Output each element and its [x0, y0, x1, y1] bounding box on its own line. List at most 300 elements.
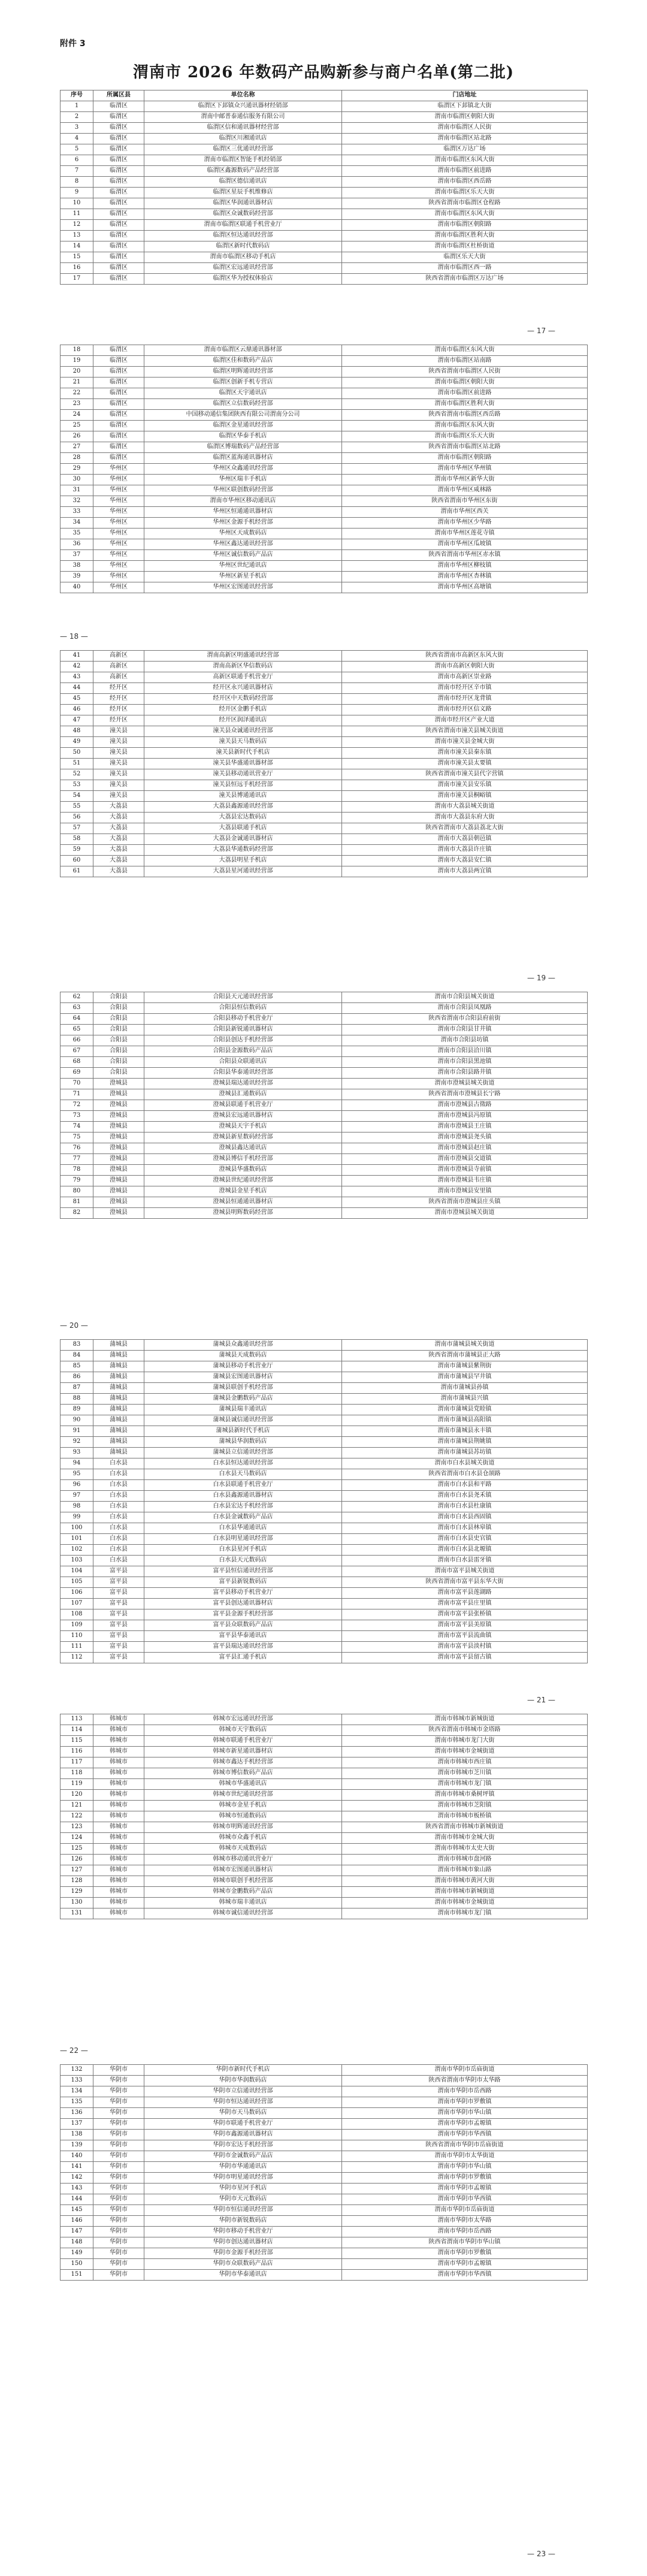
row-store-address: 渭南市蒲城县高阳镇 — [342, 1415, 588, 1426]
row-index: 1 — [61, 101, 93, 112]
table-row — [61, 453, 588, 464]
row-merchant-name: 华阴市新锐数码店 — [144, 2216, 342, 2227]
row-district: 白水县 — [93, 1458, 144, 1469]
row-index: 98 — [61, 1502, 93, 1512]
merchant-table — [60, 1339, 588, 1663]
row-index: 96 — [61, 1480, 93, 1491]
row-merchant-name: 潼关县华盛通讯器材部 — [144, 759, 342, 769]
row-merchant-name: 潼关县天马数码店 — [144, 737, 342, 748]
row-store-address: 陕西省渭南市潼关县代字营镇 — [342, 769, 588, 780]
table-row — [61, 662, 588, 672]
row-merchant-name: 韩城市众鑫手机店 — [144, 1833, 342, 1844]
row-district: 韩城市 — [93, 1876, 144, 1887]
row-index: 108 — [61, 1609, 93, 1620]
row-index: 148 — [61, 2237, 93, 2248]
table-row — [61, 1908, 588, 1919]
row-store-address: 渭南市临渭区人民街 — [342, 123, 588, 134]
table-row — [61, 791, 588, 802]
row-district: 蒲城县 — [93, 1415, 144, 1426]
row-index: 93 — [61, 1448, 93, 1458]
row-merchant-name: 华州区金源手机经营部 — [144, 518, 342, 529]
row-district: 澄城县 — [93, 1079, 144, 1089]
row-index: 129 — [61, 1887, 93, 1898]
row-index: 102 — [61, 1545, 93, 1556]
attachment-label: 附件 3 — [60, 39, 86, 49]
row-store-address: 渭南市潼关县秦东镇 — [342, 748, 588, 759]
row-district: 韩城市 — [93, 1801, 144, 1811]
row-store-address: 陕西省渭南市临渭区西岳路 — [342, 410, 588, 421]
row-district: 潼关县 — [93, 737, 144, 748]
row-merchant-name: 华州区瑞丰手机店 — [144, 475, 342, 485]
table-row — [61, 144, 588, 155]
table-row — [61, 834, 588, 845]
row-store-address: 渭南市澄城县冯原镇 — [342, 1111, 588, 1122]
row-merchant-name: 渭南市临渭区联通手机营业厅 — [144, 220, 342, 231]
row-store-address: 渭南市白水县雷牙镇 — [342, 1556, 588, 1566]
row-index: 130 — [61, 1898, 93, 1908]
row-merchant-name: 临渭区宏远通讯经营部 — [144, 263, 342, 274]
row-merchant-name: 经开区润泽通讯店 — [144, 715, 342, 726]
row-district: 富平县 — [93, 1577, 144, 1588]
row-store-address: 渭南市澄城县交道镇 — [342, 1154, 588, 1165]
table-row — [61, 2140, 588, 2151]
row-index: 22 — [61, 388, 93, 399]
row-index: 35 — [61, 529, 93, 539]
table-row — [61, 1801, 588, 1811]
row-index: 119 — [61, 1779, 93, 1790]
row-merchant-name: 华阴市金诚数码产品店 — [144, 2151, 342, 2162]
row-merchant-name: 合阳县创达手机经营部 — [144, 1035, 342, 1046]
row-index: 150 — [61, 2259, 93, 2270]
row-index: 72 — [61, 1100, 93, 1111]
row-store-address: 渭南市韩城市西庄镇 — [342, 1757, 588, 1768]
row-district: 富平县 — [93, 1609, 144, 1620]
table-row — [61, 1025, 588, 1035]
row-index: 100 — [61, 1523, 93, 1534]
row-index: 75 — [61, 1133, 93, 1143]
row-merchant-name: 临渭区天宇通讯店 — [144, 388, 342, 399]
row-district: 澄城县 — [93, 1154, 144, 1165]
row-merchant-name: 大荔县明星手机店 — [144, 856, 342, 866]
row-store-address: 渭南市韩城市新城街道 — [342, 1887, 588, 1898]
table-row — [61, 2194, 588, 2205]
row-store-address: 渭南市合阳县洽川镇 — [342, 1046, 588, 1057]
row-index: 63 — [61, 1003, 93, 1014]
table-row — [61, 2173, 588, 2184]
row-district: 合阳县 — [93, 1014, 144, 1025]
row-store-address: 陕西省渭南市华州区赤水镇 — [342, 550, 588, 561]
row-index: 49 — [61, 737, 93, 748]
table-row — [61, 1822, 588, 1833]
table-row — [61, 759, 588, 769]
row-index: 21 — [61, 378, 93, 388]
row-district: 潼关县 — [93, 748, 144, 759]
row-district: 澄城县 — [93, 1089, 144, 1100]
table-row — [61, 1620, 588, 1631]
row-district: 白水县 — [93, 1556, 144, 1566]
row-merchant-name: 大荔县鑫源通讯经营部 — [144, 802, 342, 813]
table-row — [61, 813, 588, 823]
row-store-address: 陕西省渭南市富平县东华大街 — [342, 1577, 588, 1588]
row-index: 51 — [61, 759, 93, 769]
row-index: 73 — [61, 1111, 93, 1122]
row-store-address: 渭南市临渭区胜利大街 — [342, 399, 588, 410]
row-merchant-name: 蒲城县众鑫通讯经营部 — [144, 1340, 342, 1351]
row-store-address: 渭南市临渭区前进路 — [342, 388, 588, 399]
row-district: 合阳县 — [93, 1046, 144, 1057]
row-district: 潼关县 — [93, 769, 144, 780]
row-district: 华州区 — [93, 539, 144, 550]
row-store-address: 渭南市华阴市罗敷镇 — [342, 2248, 588, 2259]
row-store-address: 陕西省渭南市临渭区万达广场 — [342, 274, 588, 285]
row-district: 韩城市 — [93, 1725, 144, 1736]
table-row — [61, 802, 588, 813]
row-store-address: 渭南市潼关县安乐镇 — [342, 780, 588, 791]
table-row — [61, 1631, 588, 1642]
row-store-address: 渭南市白水县和平路 — [342, 1480, 588, 1491]
row-store-address: 渭南市韩城市龙门镇 — [342, 1908, 588, 1919]
row-merchant-name: 澄城县联通手机营业厅 — [144, 1100, 342, 1111]
row-district: 华阴市 — [93, 2194, 144, 2205]
row-district: 白水县 — [93, 1534, 144, 1545]
table-row — [61, 748, 588, 759]
row-store-address: 渭南市临渭区朝阳大街 — [342, 112, 588, 123]
row-index: 137 — [61, 2119, 93, 2130]
row-store-address: 渭南市韩城市太史大街 — [342, 1844, 588, 1855]
row-merchant-name: 韩城市天成数码店 — [144, 1844, 342, 1855]
row-merchant-name: 澄城县宏远通讯器材店 — [144, 1111, 342, 1122]
row-index: 61 — [61, 866, 93, 877]
row-store-address: 渭南市经开区龙背镇 — [342, 694, 588, 705]
row-index: 70 — [61, 1079, 93, 1089]
row-store-address: 渭南市华阴市太华路 — [342, 2216, 588, 2227]
row-index: 62 — [61, 992, 93, 1003]
row-district: 华阴市 — [93, 2108, 144, 2119]
table-row — [61, 1351, 588, 1361]
row-merchant-name: 临渭区华为授权体验店 — [144, 274, 342, 285]
row-store-address: 渭南市韩城市板桥镇 — [342, 1811, 588, 1822]
row-district: 蒲城县 — [93, 1437, 144, 1448]
row-merchant-name: 华阴市金源手机经营部 — [144, 2248, 342, 2259]
table-row — [61, 1566, 588, 1577]
row-merchant-name: 韩城市明辉通讯经营部 — [144, 1822, 342, 1833]
row-district: 华阴市 — [93, 2173, 144, 2184]
row-index: 7 — [61, 166, 93, 177]
row-district: 白水县 — [93, 1502, 144, 1512]
row-district: 大荔县 — [93, 845, 144, 856]
row-index: 121 — [61, 1801, 93, 1811]
row-district: 韩城市 — [93, 1887, 144, 1898]
row-index: 123 — [61, 1822, 93, 1833]
row-store-address: 渭南市大荔县许庄镇 — [342, 845, 588, 856]
row-store-address: 渭南市潼关县太要镇 — [342, 759, 588, 769]
row-index: 29 — [61, 464, 93, 475]
row-store-address: 陕西省渭南市临渭区仓程路 — [342, 198, 588, 209]
table-page-5 — [60, 1339, 587, 1663]
row-district: 华州区 — [93, 572, 144, 582]
row-store-address: 渭南市临渭区东风大街 — [342, 209, 588, 220]
table-row — [61, 737, 588, 748]
row-index: 52 — [61, 769, 93, 780]
row-index: 33 — [61, 507, 93, 518]
row-district: 临渭区 — [93, 220, 144, 231]
row-store-address: 渭南市富平县流曲镇 — [342, 1631, 588, 1642]
row-district: 临渭区 — [93, 252, 144, 263]
table-row — [61, 241, 588, 252]
row-merchant-name: 临渭区三优通讯经营部 — [144, 144, 342, 155]
row-index: 10 — [61, 198, 93, 209]
row-merchant-name: 华阴市天马数码店 — [144, 2108, 342, 2119]
table-row — [61, 177, 588, 188]
row-index: 126 — [61, 1855, 93, 1865]
row-merchant-name: 蒲城县金鹏数码产品店 — [144, 1394, 342, 1405]
table-row — [61, 112, 588, 123]
row-district: 华州区 — [93, 485, 144, 496]
table-row — [61, 1133, 588, 1143]
row-merchant-name: 白水县鑫源通讯器材店 — [144, 1491, 342, 1502]
row-merchant-name: 蒲城县瑞丰通讯店 — [144, 1405, 342, 1415]
row-district: 白水县 — [93, 1469, 144, 1480]
row-store-address: 渭南市蒲城县孙镇 — [342, 1383, 588, 1394]
row-index: 107 — [61, 1599, 93, 1609]
row-district: 华州区 — [93, 561, 144, 572]
row-district: 蒲城县 — [93, 1361, 144, 1372]
row-store-address: 渭南市韩城市金城街道 — [342, 1747, 588, 1757]
row-index: 86 — [61, 1372, 93, 1383]
row-store-address: 渭南市富平县淡村镇 — [342, 1642, 588, 1653]
row-district: 蒲城县 — [93, 1372, 144, 1383]
row-store-address: 渭南市韩城市龙门大街 — [342, 1736, 588, 1747]
table-row — [61, 274, 588, 285]
row-store-address: 渭南市蒲城县紫荆街 — [342, 1361, 588, 1372]
row-index: 114 — [61, 1725, 93, 1736]
row-merchant-name: 华阴市华润数码店 — [144, 2076, 342, 2086]
row-store-address: 陕西省渭南市澄城县长宁路 — [342, 1089, 588, 1100]
row-district: 华阴市 — [93, 2097, 144, 2108]
row-store-address: 渭南市临渭区朝阳路 — [342, 453, 588, 464]
row-district: 华阴市 — [93, 2076, 144, 2086]
table-row — [61, 198, 588, 209]
row-store-address: 渭南市华阴市岳庙街道 — [342, 2065, 588, 2076]
row-index: 46 — [61, 705, 93, 715]
row-district: 华阴市 — [93, 2259, 144, 2270]
table-row — [61, 1068, 588, 1079]
row-merchant-name: 富平县瑞达通讯经营部 — [144, 1642, 342, 1653]
table-row — [61, 1100, 588, 1111]
row-index: 31 — [61, 485, 93, 496]
row-district: 白水县 — [93, 1512, 144, 1523]
row-merchant-name: 韩城市华盛通讯店 — [144, 1779, 342, 1790]
row-merchant-name: 华阴市华通通讯店 — [144, 2162, 342, 2173]
row-index: 92 — [61, 1437, 93, 1448]
table-row — [61, 252, 588, 263]
row-merchant-name: 蒲城县移动手机营业厅 — [144, 1361, 342, 1372]
row-store-address: 渭南市临渭区乐天大街 — [342, 431, 588, 442]
row-store-address: 渭南市澄城县安里镇 — [342, 1186, 588, 1197]
row-district: 经开区 — [93, 683, 144, 694]
table-row — [61, 2065, 588, 2076]
row-merchant-name: 合阳县恒信数码店 — [144, 1003, 342, 1014]
row-district: 合阳县 — [93, 1068, 144, 1079]
row-index: 84 — [61, 1351, 93, 1361]
column-header: 序号 — [61, 90, 93, 101]
row-district: 合阳县 — [93, 1025, 144, 1035]
table-row — [61, 2151, 588, 2162]
row-index: 141 — [61, 2162, 93, 2173]
row-index: 82 — [61, 1208, 93, 1219]
row-index: 41 — [61, 651, 93, 662]
row-district: 韩城市 — [93, 1865, 144, 1876]
row-store-address: 临渭区下邽镇北大街 — [342, 101, 588, 112]
row-district: 澄城县 — [93, 1208, 144, 1219]
row-index: 34 — [61, 518, 93, 529]
row-district: 华州区 — [93, 464, 144, 475]
table-row — [61, 1725, 588, 1736]
table-row — [61, 1556, 588, 1566]
table-row — [61, 1014, 588, 1025]
row-store-address: 渭南市临渭区东风大街 — [342, 345, 588, 356]
row-store-address: 渭南市华阴市孟塬镇 — [342, 2184, 588, 2194]
table-row — [61, 992, 588, 1003]
row-store-address: 渭南市蒲城县荆姚镇 — [342, 1437, 588, 1448]
row-index: 147 — [61, 2227, 93, 2237]
table-row — [61, 1865, 588, 1876]
row-merchant-name: 经开区中天数码经营部 — [144, 694, 342, 705]
row-district: 临渭区 — [93, 134, 144, 144]
row-district: 高新区 — [93, 662, 144, 672]
row-index: 48 — [61, 726, 93, 737]
row-index: 140 — [61, 2151, 93, 2162]
row-district: 临渭区 — [93, 453, 144, 464]
row-index: 131 — [61, 1908, 93, 1919]
table-row — [61, 866, 588, 877]
row-merchant-name: 临渭区德信通讯店 — [144, 177, 342, 188]
row-index: 76 — [61, 1143, 93, 1154]
row-district: 华阴市 — [93, 2227, 144, 2237]
row-store-address: 渭南市华阴市岳西路 — [342, 2086, 588, 2097]
row-merchant-name: 华阴市新时代手机店 — [144, 2065, 342, 2076]
row-store-address: 渭南市白水县北塬镇 — [342, 1545, 588, 1556]
row-district: 澄城县 — [93, 1197, 144, 1208]
row-store-address: 渭南市富平县美原镇 — [342, 1620, 588, 1631]
row-district: 澄城县 — [93, 1143, 144, 1154]
row-store-address: 渭南市临渭区西一路 — [342, 263, 588, 274]
table-row — [61, 464, 588, 475]
row-index: 50 — [61, 748, 93, 759]
table-row — [61, 155, 588, 166]
table-row — [61, 1545, 588, 1556]
table-row — [61, 1415, 588, 1426]
row-index: 125 — [61, 1844, 93, 1855]
row-index: 16 — [61, 263, 93, 274]
table-row — [61, 582, 588, 593]
row-district: 韩城市 — [93, 1736, 144, 1747]
table-row — [61, 2216, 588, 2227]
row-index: 104 — [61, 1566, 93, 1577]
row-merchant-name: 临渭区信和通讯器材经营部 — [144, 123, 342, 134]
row-index: 127 — [61, 1865, 93, 1876]
row-store-address: 渭南市合阳县城关街道 — [342, 992, 588, 1003]
row-merchant-name: 大荔县星河通讯经营部 — [144, 866, 342, 877]
row-district: 白水县 — [93, 1523, 144, 1534]
row-store-address: 渭南市华阴市孟塬镇 — [342, 2259, 588, 2270]
table-row — [61, 209, 588, 220]
row-index: 117 — [61, 1757, 93, 1768]
row-district: 白水县 — [93, 1480, 144, 1491]
row-index: 145 — [61, 2205, 93, 2216]
row-district: 富平县 — [93, 1620, 144, 1631]
row-district: 华阴市 — [93, 2086, 144, 2097]
row-district: 大荔县 — [93, 866, 144, 877]
row-index: 39 — [61, 572, 93, 582]
row-store-address: 渭南市华阴市华西镇 — [342, 2270, 588, 2281]
row-store-address: 渭南市富平县张桥镇 — [342, 1609, 588, 1620]
row-store-address: 渭南市临渭区西岳路 — [342, 177, 588, 188]
row-district: 华州区 — [93, 518, 144, 529]
table-row — [61, 1383, 588, 1394]
row-index: 142 — [61, 2173, 93, 2184]
row-merchant-name: 临渭区下邽镇众兴通讯器材经销部 — [144, 101, 342, 112]
row-index: 99 — [61, 1512, 93, 1523]
table-page-3 — [60, 650, 587, 877]
row-district: 华州区 — [93, 496, 144, 507]
row-store-address: 渭南市韩城市龙门镇 — [342, 1779, 588, 1790]
row-merchant-name: 韩城市金鹏数码产品店 — [144, 1887, 342, 1898]
table-row — [61, 651, 588, 662]
row-store-address: 渭南市白水县杜康镇 — [342, 1502, 588, 1512]
row-merchant-name: 潼关县新时代手机店 — [144, 748, 342, 759]
row-store-address: 渭南市大荔县两宜镇 — [342, 866, 588, 877]
table-row — [61, 1340, 588, 1351]
row-merchant-name: 渭南高新区华信数码店 — [144, 662, 342, 672]
row-district: 临渭区 — [93, 399, 144, 410]
row-district: 临渭区 — [93, 378, 144, 388]
table-row — [61, 1426, 588, 1437]
row-index: 133 — [61, 2076, 93, 2086]
table-row — [61, 694, 588, 705]
row-store-address: 渭南市高新区朝阳大街 — [342, 662, 588, 672]
row-district: 临渭区 — [93, 431, 144, 442]
row-merchant-name: 华州区天成数码店 — [144, 529, 342, 539]
row-store-address: 渭南市高新区崇业路 — [342, 672, 588, 683]
row-index: 128 — [61, 1876, 93, 1887]
row-store-address: 渭南市华阴市岳庙街道 — [342, 2205, 588, 2216]
row-district: 富平县 — [93, 1588, 144, 1599]
row-store-address: 渭南市大荔县东府大街 — [342, 813, 588, 823]
row-district: 华阴市 — [93, 2065, 144, 2076]
row-district: 高新区 — [93, 672, 144, 683]
row-merchant-name: 白水县星河手机店 — [144, 1545, 342, 1556]
row-merchant-name: 合阳县天元通讯经营部 — [144, 992, 342, 1003]
table-row — [61, 1143, 588, 1154]
row-district: 白水县 — [93, 1491, 144, 1502]
table-row — [61, 220, 588, 231]
row-merchant-name: 蒲城县华润数码店 — [144, 1437, 342, 1448]
table-row — [61, 1757, 588, 1768]
row-merchant-name: 韩城市世纪通讯经营部 — [144, 1790, 342, 1801]
row-store-address: 渭南市韩城市盘河路 — [342, 1855, 588, 1865]
row-merchant-name: 大荔县金诚通讯器材店 — [144, 834, 342, 845]
row-store-address: 陕西省渭南市合阳县府前街 — [342, 1014, 588, 1025]
row-store-address: 渭南市临渭区前进路 — [342, 166, 588, 177]
row-store-address: 渭南市经开区辛市镇 — [342, 683, 588, 694]
table-row — [61, 1876, 588, 1887]
table-row — [61, 715, 588, 726]
row-district: 大荔县 — [93, 823, 144, 834]
row-district: 韩城市 — [93, 1855, 144, 1865]
merchant-table — [60, 2064, 588, 2281]
row-district: 富平县 — [93, 1653, 144, 1663]
